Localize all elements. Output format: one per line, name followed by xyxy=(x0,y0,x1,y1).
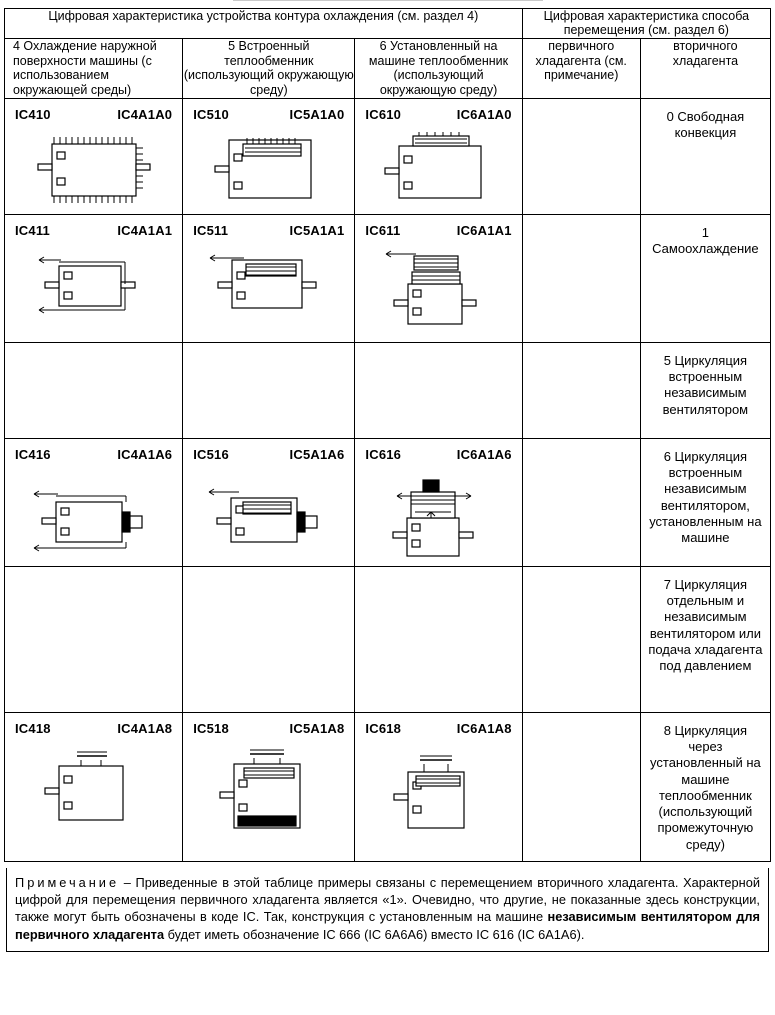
code-right: IC6A1A1 xyxy=(456,222,512,238)
cell-col5-row1 xyxy=(183,214,355,342)
code-pair xyxy=(5,99,182,122)
cell-primary-row2 xyxy=(522,342,640,438)
header-col-5: 5 Встроенный теплообменник (использующий окружающую среду) xyxy=(183,38,354,97)
code-left: IC411 xyxy=(15,222,50,238)
cell-secondary-row2 xyxy=(640,342,770,438)
header-group-right: Цифровая характеристика способа перемещения (см. раздел 6) xyxy=(522,9,770,39)
cell-col5-row5 xyxy=(183,712,355,861)
cell-primary-row1 xyxy=(522,214,640,342)
code-right: IC4A1A8 xyxy=(117,720,173,736)
table-row xyxy=(5,712,771,861)
code-right: IC5A1A1 xyxy=(289,222,345,238)
code-left: IC518 xyxy=(193,720,229,736)
cell-primary-row4 xyxy=(522,566,640,712)
figure-ic418 xyxy=(5,740,182,840)
header-col-primary: первичного хладагента (см. примечание) xyxy=(522,38,640,98)
code-left: IC618 xyxy=(365,720,402,736)
note-dash: – xyxy=(123,874,131,890)
cell-primary-row3 xyxy=(522,438,640,566)
table-row xyxy=(5,566,771,712)
cell-col5-row3 xyxy=(183,438,355,566)
cell-secondary-row0 xyxy=(640,98,770,214)
code-left: IC510 xyxy=(193,106,229,122)
code-left: IC616 xyxy=(365,446,402,462)
table-row xyxy=(5,98,771,214)
figure-ic516 xyxy=(183,466,354,566)
figure-ic511 xyxy=(183,242,354,330)
code-right: IC4A1A6 xyxy=(117,446,173,462)
code-right: IC5A1A8 xyxy=(289,720,345,736)
code-right: IC4A1A1 xyxy=(117,222,173,238)
table-row xyxy=(5,214,771,342)
cell-secondary-row1 xyxy=(640,214,770,342)
header-col-4: 4 Охлаждение наружной поверхности машины (с использованием окружающей среды) xyxy=(5,38,183,98)
figure-ic616 xyxy=(355,466,521,566)
code-left: IC610 xyxy=(365,106,402,122)
cell-col4-row1 xyxy=(5,214,183,342)
cell-col4-row2 xyxy=(5,342,183,438)
cooling-code-table xyxy=(4,8,771,862)
figure-ic611 xyxy=(355,242,521,342)
top-rule xyxy=(233,0,543,4)
code-pair xyxy=(355,215,521,238)
code-pair xyxy=(5,439,182,462)
code-left: IC611 xyxy=(365,222,401,238)
table-row xyxy=(5,342,771,438)
secondary-label: 6 Циркуляция встроенным независимым вентилятором, установленным на машине xyxy=(649,448,762,545)
code-right: IC6A1A0 xyxy=(456,106,512,122)
code-pair xyxy=(5,713,182,736)
secondary-label: 5 Циркуляция встроенным независимым вентилятором xyxy=(662,352,749,417)
header-col-6: 6 Установленный на машине теплообменник (использующий окружающую среду) xyxy=(355,38,522,98)
secondary-label: 8 Циркуляция через установленный на машине теплообменник (использующий промежуточную среду) xyxy=(650,722,761,852)
code-pair xyxy=(183,439,354,462)
code-pair xyxy=(355,439,521,462)
cell-col4-row0 xyxy=(5,98,183,214)
cell-secondary-row3 xyxy=(640,438,770,566)
cell-col5-row2 xyxy=(183,342,355,438)
cell-col4-row4 xyxy=(5,566,183,712)
cell-primary-row5 xyxy=(522,712,640,861)
code-right: IC5A1A0 xyxy=(289,106,345,122)
code-pair xyxy=(183,713,354,736)
header-col-secondary: вторичного хладагента xyxy=(640,38,770,98)
figure-ic610 xyxy=(355,126,521,214)
table-header-group-row xyxy=(5,9,771,39)
code-left: IC410 xyxy=(15,106,51,122)
cell-primary-row0 xyxy=(522,98,640,214)
cell-secondary-row4 xyxy=(640,566,770,712)
code-left: IC516 xyxy=(193,446,229,462)
note-text-1: Приведенные в этой таблице примеры связаны с перемещением вторичного хладагента. Характерной цифрой для перемещения первичного хладагента является «1». Очевидно, что другие, не показанные здесь конструкции, также могут быть обозначены в коде IC. Так, конструкция с установленным на машине xyxy=(15,874,760,925)
note-bold-1: независимым вентилятором для первичного хладагента xyxy=(15,909,760,942)
cell-secondary-row5 xyxy=(640,712,770,861)
cell-col6-row1 xyxy=(355,214,522,342)
code-pair xyxy=(355,713,521,736)
code-pair xyxy=(355,99,521,122)
note-text-2: будет иметь обозначение IC 666 (IC 6A6A6) вместо IC 616 (IC 6A1A6). xyxy=(164,926,585,942)
figure-ic410 xyxy=(5,126,182,214)
cell-col6-row2 xyxy=(355,342,522,438)
secondary-label: 7 Циркуляция отдельным и независимым вентилятором или подача хладагента под давлением xyxy=(648,576,763,673)
cell-col6-row4 xyxy=(355,566,522,712)
code-pair xyxy=(5,215,182,238)
figure-ic618 xyxy=(355,740,521,840)
table-note xyxy=(6,868,769,952)
cell-col5-row0 xyxy=(183,98,355,214)
cell-col6-row5 xyxy=(355,712,522,861)
cell-col4-row3 xyxy=(5,438,183,566)
note-label: Примечание xyxy=(15,874,120,890)
code-right: IC5A1A6 xyxy=(289,446,345,462)
code-right: IC6A1A8 xyxy=(456,720,512,736)
table-header-columns-row xyxy=(5,38,771,98)
figure-ic411 xyxy=(5,242,182,330)
secondary-label: 1 Самоохлаждение xyxy=(652,224,759,256)
figure-ic510 xyxy=(183,126,354,214)
code-right: IC4A1A0 xyxy=(117,106,173,122)
figure-ic518 xyxy=(183,740,354,840)
code-right: IC6A1A6 xyxy=(456,446,512,462)
code-left: IC416 xyxy=(15,446,51,462)
cell-col6-row0 xyxy=(355,98,522,214)
figure-ic416 xyxy=(5,466,182,566)
secondary-label: 0 Свободная конвекция xyxy=(666,108,745,140)
cell-col5-row4 xyxy=(183,566,355,712)
table-row xyxy=(5,438,771,566)
code-pair xyxy=(183,99,354,122)
header-group-left: Цифровая характеристика устройства контура охлаждения (см. раздел 4) xyxy=(5,9,523,39)
cell-col6-row3 xyxy=(355,438,522,566)
cell-col4-row5 xyxy=(5,712,183,861)
code-pair xyxy=(183,215,354,238)
code-left: IC511 xyxy=(193,222,229,238)
code-left: IC418 xyxy=(15,720,51,736)
